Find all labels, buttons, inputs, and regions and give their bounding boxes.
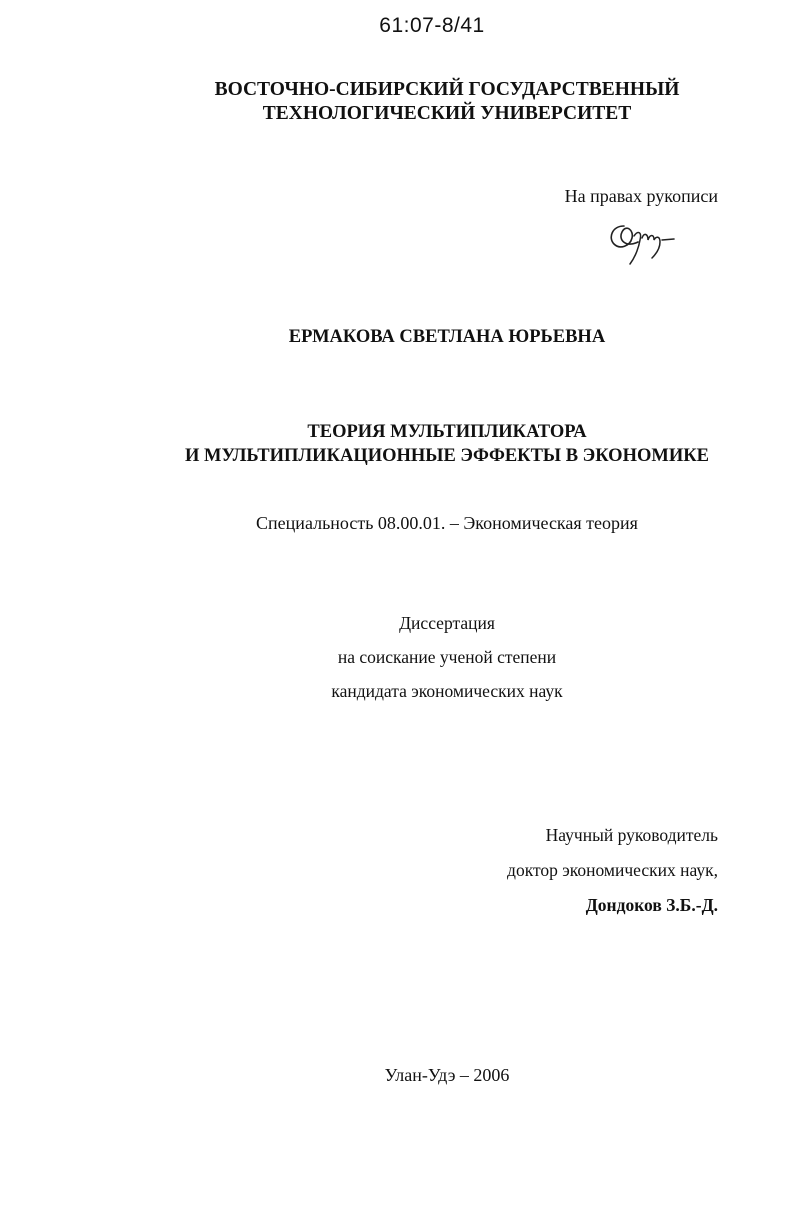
advisor-role: Научный руководитель: [545, 825, 718, 845]
place-and-year: Улан-Удэ – 2006: [384, 1065, 510, 1085]
manuscript-note: На правах рукописи: [564, 186, 718, 206]
degree-line-2: на соискание ученой степени: [337, 647, 557, 667]
degree-line-3: кандидата экономических наук: [331, 681, 563, 701]
signature-icon: [604, 212, 686, 272]
university-name: [0, 78, 794, 126]
author-name: ЕРМАКОВА СВЕТЛАНА ЮРЬЕВНА: [288, 327, 606, 347]
advisor-name: Дондоков З.Б.-Д.: [585, 895, 718, 915]
university-line-1: ВОСТОЧНО-СИБИРСКИЙ ГОСУДАРСТВЕННЫЙ: [214, 79, 680, 100]
specialty: Специальность 08.00.01. – Экономическая теория: [256, 513, 638, 533]
degree-line-1: Диссертация: [399, 613, 495, 633]
university-line-2: ТЕХНОЛОГИЧЕСКИЙ УНИВЕРСИТЕТ: [262, 103, 632, 124]
title-line-1: ТЕОРИЯ МУЛЬТИПЛИКАТОРА: [307, 422, 587, 442]
dissertation-title: [0, 420, 794, 468]
degree-statement: [0, 606, 794, 708]
scientific-advisor: [507, 818, 718, 923]
archive-code: 61:07-8/41: [379, 14, 485, 37]
title-line-2: И МУЛЬТИПЛИКАЦИОННЫЕ ЭФФЕКТЫ В ЭКОНОМИКЕ: [185, 446, 709, 466]
advisor-degree: доктор экономических наук,: [507, 860, 718, 880]
